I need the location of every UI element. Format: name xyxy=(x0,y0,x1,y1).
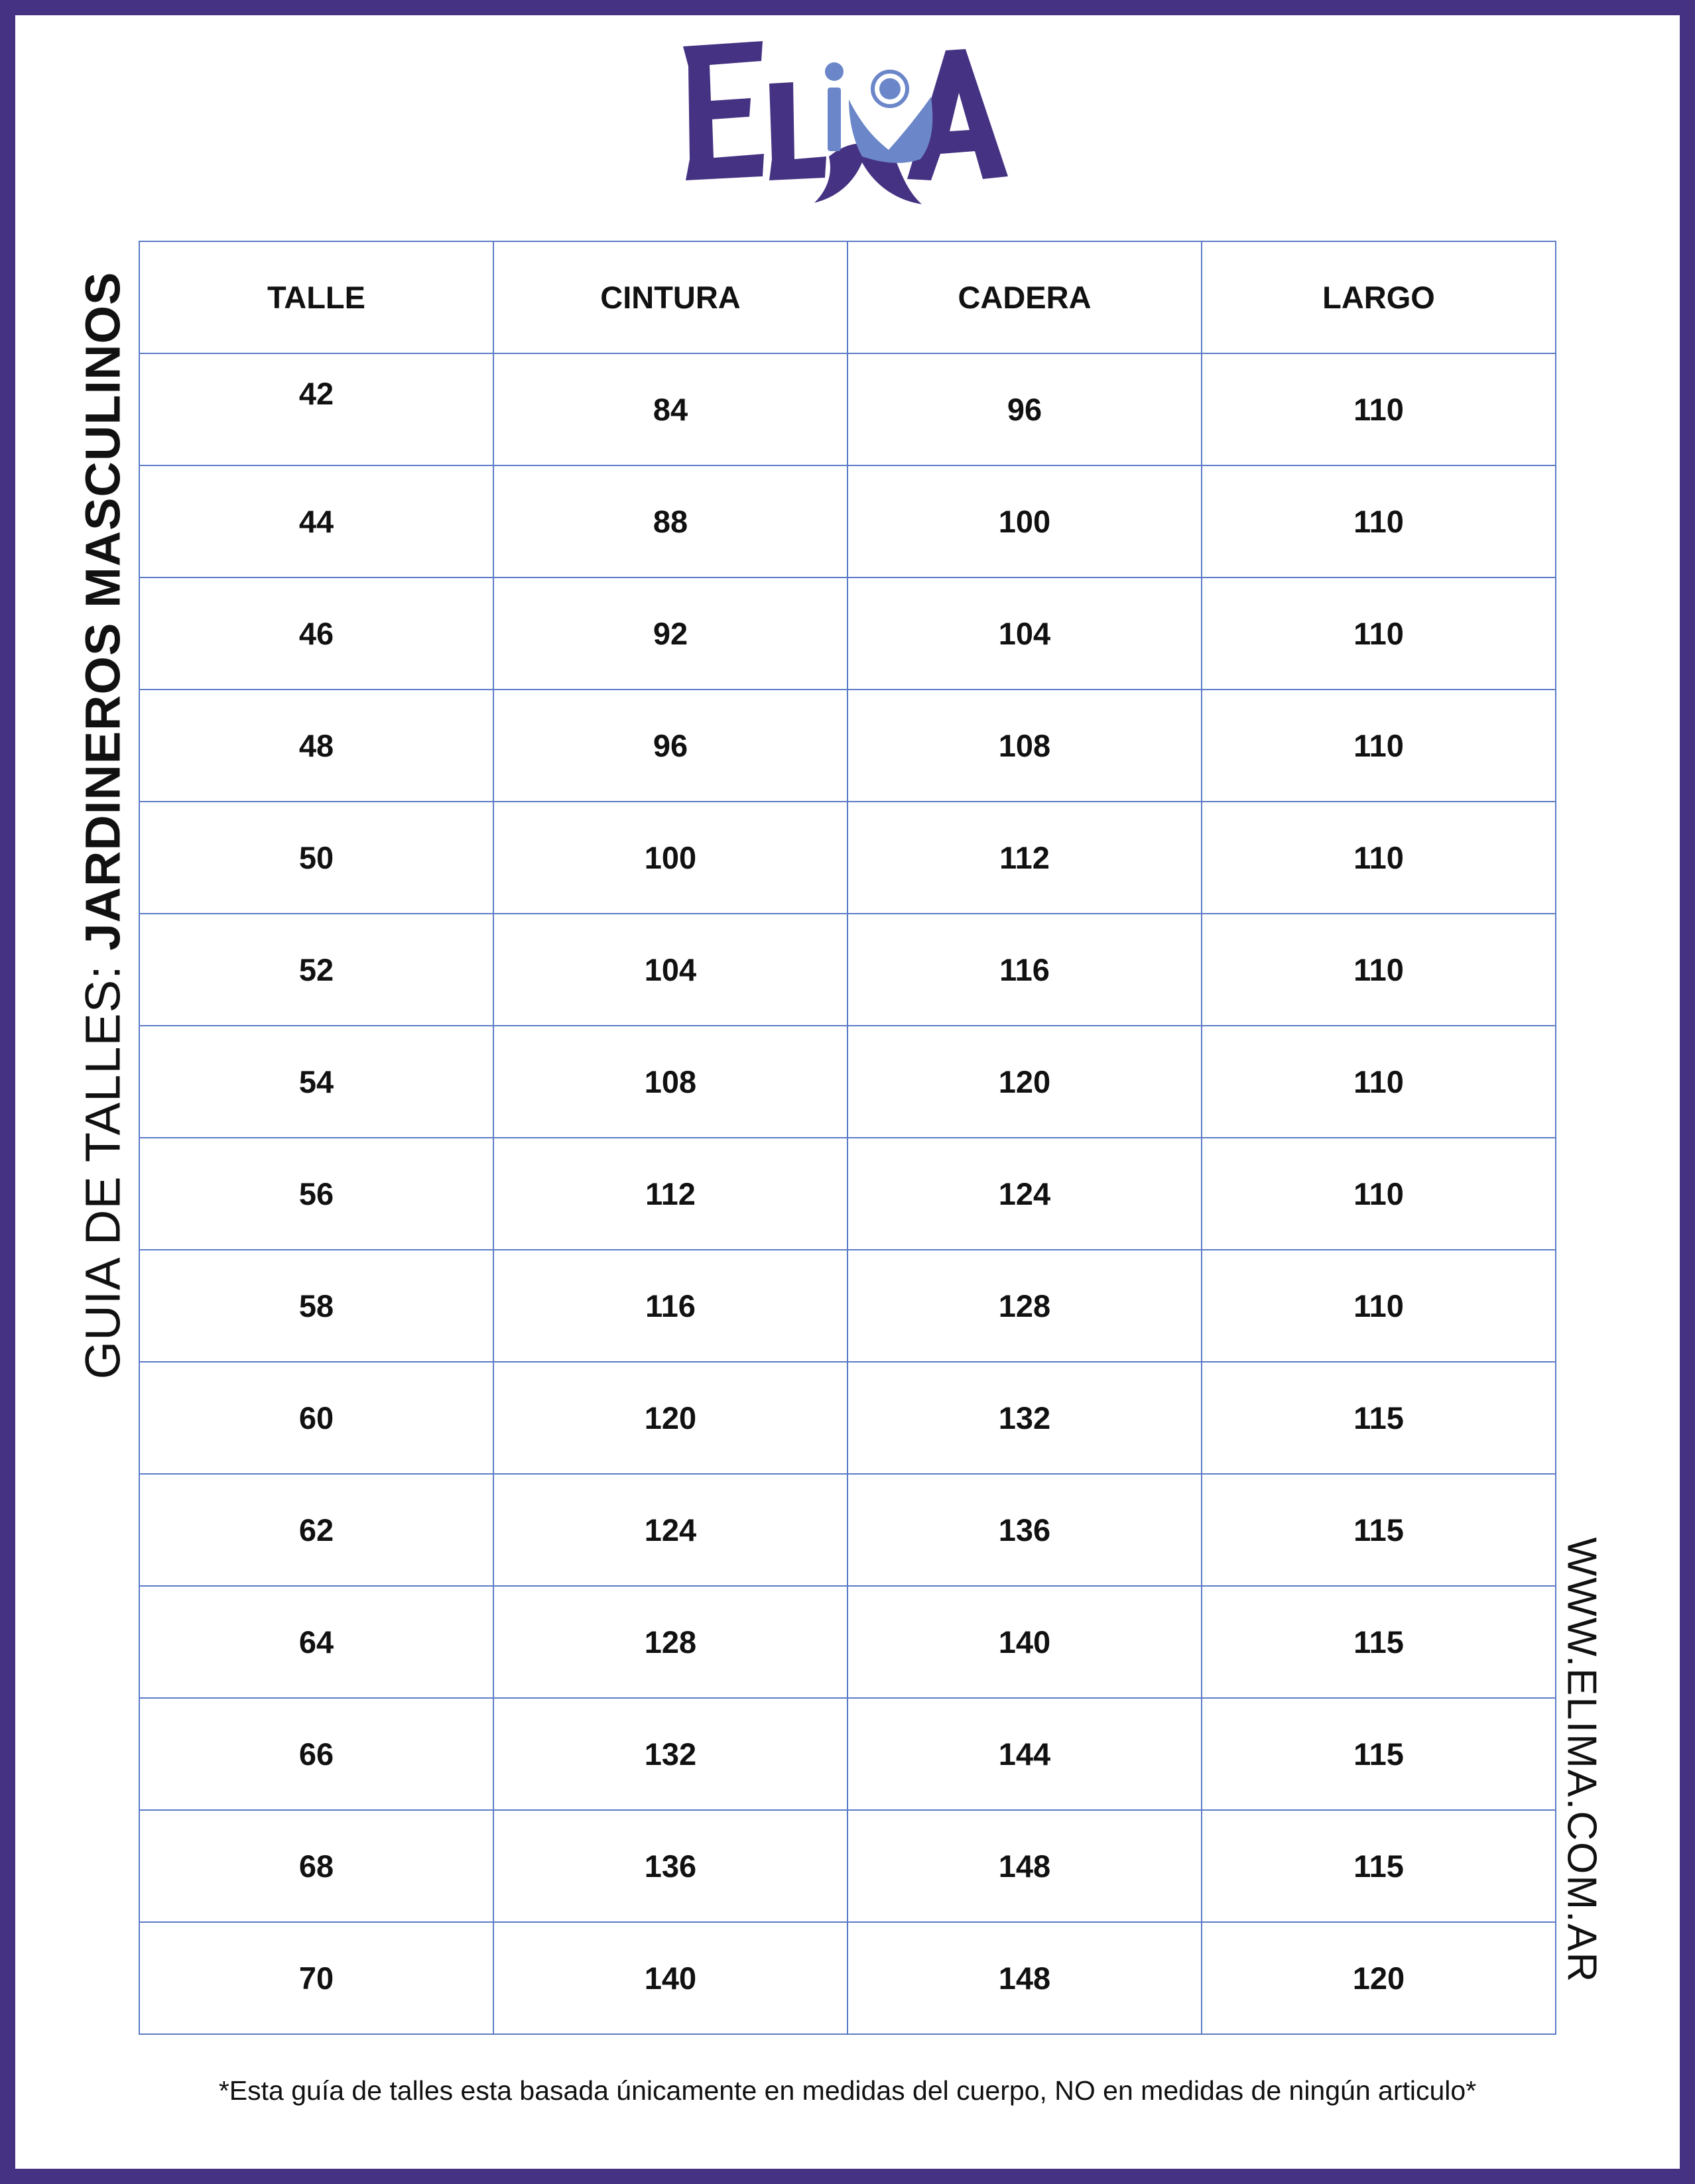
cell-talle: 70 xyxy=(139,1922,493,2034)
cell-largo: 120 xyxy=(1202,1922,1556,2034)
table-row xyxy=(139,1474,1556,1586)
cell-cadera: 144 xyxy=(848,1698,1202,1810)
cell-talle: 42 xyxy=(139,353,493,465)
header-largo: LARGO xyxy=(1202,241,1556,353)
cell-talle: 54 xyxy=(139,1026,493,1138)
cell-talle: 64 xyxy=(139,1586,493,1698)
cell-cadera: 120 xyxy=(848,1026,1202,1138)
table-row xyxy=(139,465,1556,577)
table-row xyxy=(139,1362,1556,1474)
cell-cintura: 112 xyxy=(493,1138,848,1250)
cell-cintura: 128 xyxy=(493,1586,848,1698)
cell-talle: 44 xyxy=(139,465,493,577)
cell-talle: 68 xyxy=(139,1810,493,1922)
cell-cintura: 132 xyxy=(493,1698,848,1810)
cell-talle: 58 xyxy=(139,1250,493,1362)
cell-cadera: 96 xyxy=(848,353,1202,465)
size-table xyxy=(139,241,1556,2035)
cell-talle: 66 xyxy=(139,1698,493,1810)
cell-cadera: 104 xyxy=(848,577,1202,690)
table-row xyxy=(139,802,1556,914)
cell-cadera: 148 xyxy=(848,1922,1202,2034)
cell-cadera: 112 xyxy=(848,802,1202,914)
cell-cintura: 108 xyxy=(493,1026,848,1138)
cell-largo: 110 xyxy=(1202,1138,1556,1250)
cell-largo: 110 xyxy=(1202,353,1556,465)
cell-cadera: 108 xyxy=(848,690,1202,802)
cell-cintura: 124 xyxy=(493,1474,848,1586)
cell-talle: 60 xyxy=(139,1362,493,1474)
cell-largo: 115 xyxy=(1202,1586,1556,1698)
table-row xyxy=(139,1810,1556,1922)
header-cadera: CADERA xyxy=(848,241,1202,353)
cell-largo: 115 xyxy=(1202,1810,1556,1922)
cell-cintura: 96 xyxy=(493,690,848,802)
table-row xyxy=(139,1922,1556,2034)
cell-cintura: 120 xyxy=(493,1362,848,1474)
cell-cadera: 128 xyxy=(848,1250,1202,1362)
side-title xyxy=(75,272,131,1380)
cell-talle: 50 xyxy=(139,802,493,914)
cell-cintura: 136 xyxy=(493,1810,848,1922)
cell-cintura: 92 xyxy=(493,577,848,690)
footnote: *Esta guía de talles esta basada únicamente en medidas del cuerpo, NO en medidas de ningún articulo* xyxy=(218,2075,1477,2106)
cell-cadera: 132 xyxy=(848,1362,1202,1474)
table-row xyxy=(139,1026,1556,1138)
cell-largo: 110 xyxy=(1202,577,1556,690)
cell-cintura: 88 xyxy=(493,465,848,577)
table-row xyxy=(139,914,1556,1026)
cell-cadera: 116 xyxy=(848,914,1202,1026)
cell-largo: 110 xyxy=(1202,914,1556,1026)
elima-logo xyxy=(663,27,1035,209)
cell-cintura: 84 xyxy=(493,353,848,465)
website-url: WWW.ELIMA.COM.AR xyxy=(1558,1537,1605,1984)
cell-cintura: 116 xyxy=(493,1250,848,1362)
cell-largo: 110 xyxy=(1202,802,1556,914)
cell-largo: 110 xyxy=(1202,465,1556,577)
cell-largo: 110 xyxy=(1202,1250,1556,1362)
cell-cintura: 140 xyxy=(493,1922,848,2034)
cell-largo: 115 xyxy=(1202,1362,1556,1474)
cell-largo: 110 xyxy=(1202,690,1556,802)
table-row xyxy=(139,1250,1556,1362)
cell-talle: 52 xyxy=(139,914,493,1026)
cell-talle: 62 xyxy=(139,1474,493,1586)
table-row xyxy=(139,1698,1556,1810)
table-row xyxy=(139,690,1556,802)
cell-talle: 56 xyxy=(139,1138,493,1250)
table-row xyxy=(139,577,1556,690)
table-row xyxy=(139,1586,1556,1698)
cell-cadera: 140 xyxy=(848,1586,1202,1698)
side-title-prefix: GUIA DE TALLES: xyxy=(75,950,131,1380)
header-cintura: CINTURA xyxy=(493,241,848,353)
cell-cadera: 148 xyxy=(848,1810,1202,1922)
cell-cadera: 100 xyxy=(848,465,1202,577)
cell-cintura: 100 xyxy=(493,802,848,914)
cell-talle: 48 xyxy=(139,690,493,802)
header-talle: TALLE xyxy=(139,241,493,353)
table-row xyxy=(139,353,1556,465)
cell-largo: 110 xyxy=(1202,1026,1556,1138)
side-title-bold: JARDINEROS MASCULINOS xyxy=(75,271,131,951)
table-header-row xyxy=(139,241,1556,353)
cell-cadera: 124 xyxy=(848,1138,1202,1250)
cell-largo: 115 xyxy=(1202,1698,1556,1810)
cell-largo: 115 xyxy=(1202,1474,1556,1586)
cell-cadera: 136 xyxy=(848,1474,1202,1586)
cell-cintura: 104 xyxy=(493,914,848,1026)
table-row xyxy=(139,1138,1556,1250)
cell-talle: 46 xyxy=(139,577,493,690)
